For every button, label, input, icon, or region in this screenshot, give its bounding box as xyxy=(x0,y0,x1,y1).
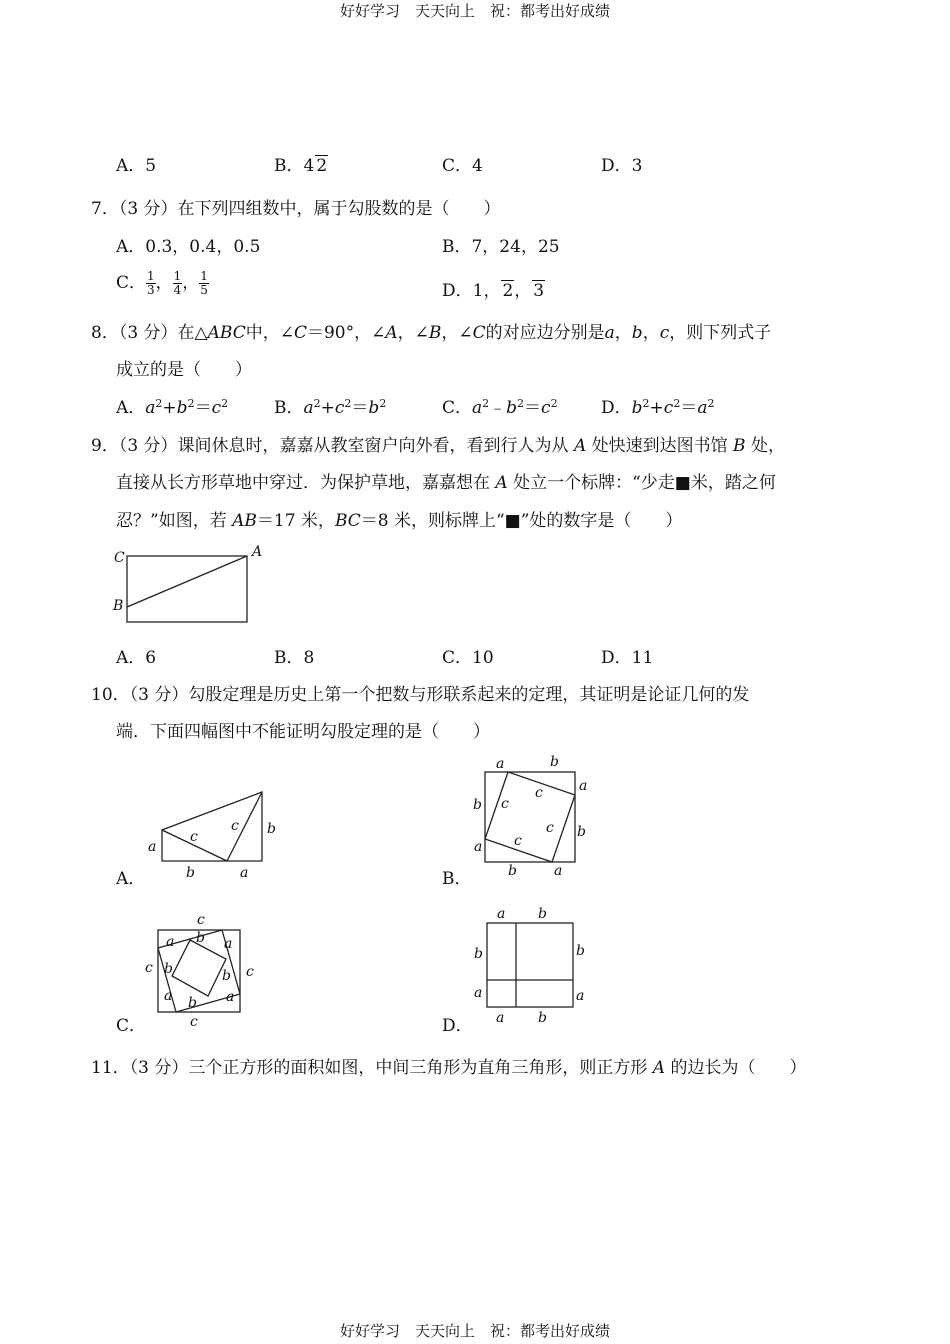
label-c: c xyxy=(246,964,254,980)
q6-option-b: B．4 2 xyxy=(274,156,328,176)
label-a: a xyxy=(148,839,157,855)
label-c: c xyxy=(514,833,522,849)
fraction: $\frac{1}{3}$ xyxy=(147,269,155,297)
label-c: c xyxy=(197,912,205,928)
label-b: b xyxy=(186,865,195,881)
lawn-rectangle xyxy=(127,556,247,622)
q7-option-d: D．1， 2， 3 xyxy=(442,281,545,301)
sqrt-sign: 3 xyxy=(533,281,545,301)
inner-square xyxy=(172,940,226,996)
q7-stem: 7．（3 分）在下列四组数中，属于勾股数的是（ ） xyxy=(91,199,501,219)
q9-option-d: D．11 xyxy=(601,648,654,668)
q9-stem-line2: 直接从长方形草地中穿过．为保护草地，嘉嘉想在 A 处立一个标牌：“少走■米，踏之何 xyxy=(116,473,776,493)
label-C: C xyxy=(114,550,125,566)
q9-stem-line1: 9．（3 分）课间休息时，嘉嘉从教室窗户向外看，看到行人为从 A 处快速到达图书馆 B 处， xyxy=(91,436,785,456)
label-a: a xyxy=(496,1010,505,1026)
outer-square xyxy=(485,772,575,862)
q9-option-c: C．10 xyxy=(442,648,494,668)
label-b: b xyxy=(538,1010,547,1026)
label-a: a xyxy=(579,778,588,794)
fraction: $\frac{1}{5}$ xyxy=(200,269,208,297)
page-footer: 好好学习 天天向上 祝：都考出好成绩 xyxy=(339,1322,610,1340)
label-a: a xyxy=(497,906,506,922)
label-a: a xyxy=(240,865,249,881)
q10-figure-d xyxy=(465,900,595,1028)
q8-option-c: C．$a^2﹣b^2=c^2$ xyxy=(442,397,558,418)
label-c: c xyxy=(501,796,509,812)
fraction: $\frac{1}{4}$ xyxy=(173,269,182,297)
label-a: a xyxy=(554,863,563,879)
label-b: b xyxy=(267,821,276,837)
q8-stem-line1: 8．（3 分）在△ABC中，∠C＝90°，∠A，∠B，∠C的对应边分别是a，b，c，则下列式子 xyxy=(91,323,772,343)
label-b: b xyxy=(538,906,547,922)
label-b: b xyxy=(188,995,197,1011)
label-c: c xyxy=(535,785,543,801)
label-a: a xyxy=(226,989,235,1005)
q10-option-c-label: C． xyxy=(116,1016,147,1036)
q10-stem-line1: 10．（3 分）勾股定理是历史上第一个把数与形联系起来的定理，其证明是论证几何的发 xyxy=(91,685,750,705)
q7-option-c: C． $\frac{1}{3}$ ， $\frac{1}{4}$ ， $\frac{1}{5}$ xyxy=(116,269,208,297)
outer-square xyxy=(487,923,573,1007)
inner-square xyxy=(485,772,575,862)
q10-figure-c xyxy=(140,908,265,1028)
label-a: a xyxy=(496,756,505,772)
q9-option-b: B．8 xyxy=(274,648,315,668)
q10-figure-b xyxy=(465,752,600,882)
label-a: a xyxy=(474,839,483,855)
sqrt-sign: 2 xyxy=(502,281,514,301)
label-b: b xyxy=(508,863,517,879)
label-b: b xyxy=(474,946,483,962)
q9-figure xyxy=(110,540,270,630)
label-b: b xyxy=(577,824,586,840)
q10-option-a-label: A． xyxy=(116,869,146,889)
q10-option-d-label: D． xyxy=(442,1016,473,1036)
q9-option-a: A．6 xyxy=(116,648,157,668)
q7-option-a: A．0.3，0.4，0.5 xyxy=(116,237,261,257)
q10-figure-a xyxy=(140,785,280,880)
label-c: c xyxy=(546,820,554,836)
diagonal-path xyxy=(127,556,247,607)
label-B: B xyxy=(113,598,124,614)
label-a: a xyxy=(474,985,483,1001)
label-b: b xyxy=(550,754,559,770)
label-a: a xyxy=(576,988,585,1004)
q7-option-b: B．7，24，25 xyxy=(442,237,560,257)
label-a: a xyxy=(164,988,173,1004)
label-b: b xyxy=(196,930,205,946)
q10-option-b-label: B． xyxy=(442,869,472,889)
label-b: b xyxy=(576,943,585,959)
label-b: b xyxy=(164,961,173,977)
q6-option-d: D．3 xyxy=(601,156,643,176)
q8-option-b: B．$a^2+c^2=b^2$ xyxy=(274,397,387,418)
label-c: c xyxy=(190,829,198,845)
q10-stem-line2: 端．下面四幅图中不能证明勾股定理的是（ ） xyxy=(116,722,490,742)
trapezoid-outline xyxy=(162,792,262,861)
label-c: c xyxy=(190,1014,198,1030)
q8-stem-line2: 成立的是（ ） xyxy=(116,360,252,380)
sqrt-sign: 2 xyxy=(316,156,328,176)
label-b: b xyxy=(473,797,482,813)
label-c: c xyxy=(145,960,153,976)
q8-option-d: D．$b^2+c^2=a^2$ xyxy=(601,397,715,418)
label-b: b xyxy=(222,968,231,984)
label-a: a xyxy=(166,934,175,950)
q8-option-a: A．$a^2+b^2=c^2$ xyxy=(116,397,229,418)
q11-stem: 11．（3 分）三个正方形的面积如图，中间三角形为直角三角形，则正方形 A 的边长为（ ） xyxy=(91,1058,807,1078)
page-header: 好好学习 天天向上 祝：都考出好成绩 xyxy=(339,2,610,20)
label-c: c xyxy=(231,818,239,834)
q9-stem-line3: 忍？”如图，若 AB＝17 米，BC＝8 米，则标牌上“■”处的数字是（ ） xyxy=(116,511,683,531)
q6-option-a: A．5 xyxy=(116,156,157,176)
label-a: a xyxy=(224,936,233,952)
q6-option-c: C．4 xyxy=(442,156,483,176)
label-A: A xyxy=(252,544,263,560)
